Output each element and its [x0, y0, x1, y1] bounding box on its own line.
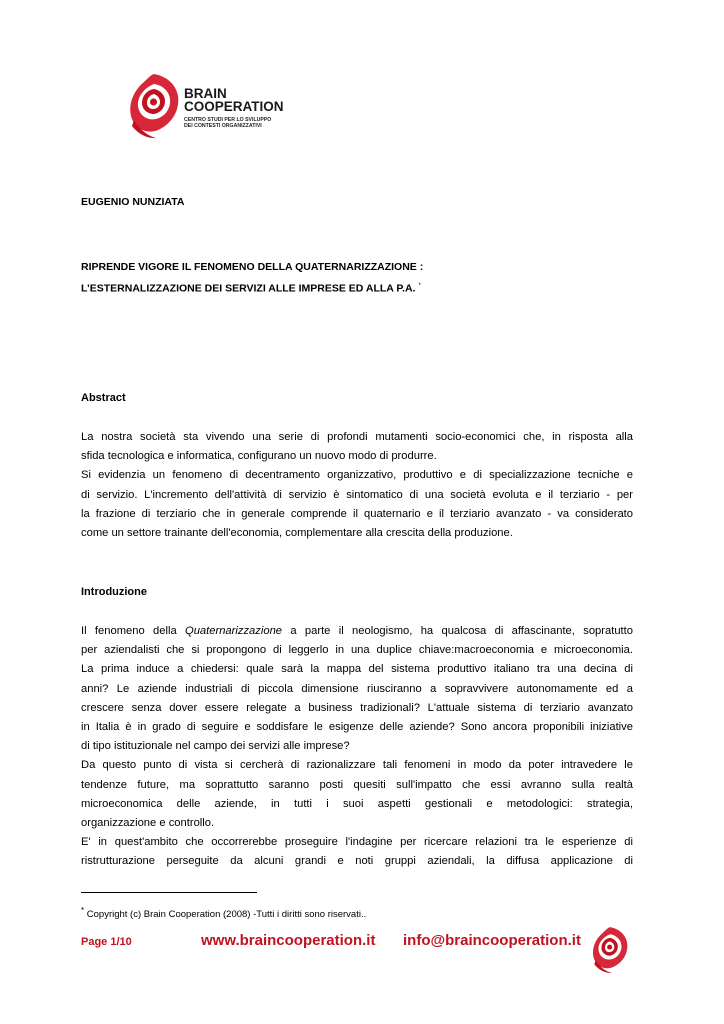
text-line: Da questo punto di vista si cercherà di razionalizzare tali fenomeni in modo da poter intravedere le: [81, 759, 633, 772]
text-line: la frazione di terziario che in generale comprende il quaternario e il terziario avanzato - va considerato: [81, 507, 633, 520]
text-line: di tipo istituzionale nel campo dei servizi alle imprese?: [81, 740, 350, 753]
text-line: sfida tecnologica e informatica, configurano un nuovo modo di produrre.: [81, 450, 437, 463]
text-line: microeconomica delle aziende, in tutti i suoi aspetti gestionali e metodologici: strategia,: [81, 797, 633, 810]
author-name: EUGENIO NUNZIATA: [81, 196, 185, 208]
text-line: per aziendalisti che si propongono di leggerlo in una duplice chiave:macroeconomia e microeconomia.: [81, 644, 633, 657]
text-line: in Italia è in grado di seguire e soddisfare le esigenze delle aziende? Sono ancora proponibili iniziative: [81, 720, 633, 733]
brand-logo: [126, 70, 286, 142]
text-line: come un settore trainante dell'economia, complementare alla crescita della produzione.: [81, 526, 513, 539]
footnote-text: Copyright (c) Brain Cooperation (2008) -Tutti i diritti sono riservati..: [84, 909, 367, 921]
red-rose-icon: [126, 70, 182, 142]
text-line: Il fenomeno della Quaternarizzazione a parte il neologismo, ha qualcosa di affascinante, sopratutto: [81, 625, 633, 637]
text-line: di servizio. L'incremento dell'attività di servizio è sintomatico di una società evoluta e il terziario - per: [81, 488, 633, 501]
logo-tagline: CENTRO STUDI PER LO SVILUPPO DEI CONTESTI ORGANIZZATIVI: [184, 117, 272, 129]
text-line: tendenze future, ma soprattutto saranno posti quesiti sull'impatto che essi avranno sulla realtà: [81, 778, 633, 791]
footnote: [81, 906, 366, 920]
logo-wordmark: BRAIN COOPERATION: [184, 86, 284, 114]
website-link[interactable]: www.braincooperation.it: [201, 932, 376, 949]
text-line: Si evidenzia un fenomeno di decentramento organizzativo, produttivo e di specializzazione tecniche e: [81, 469, 633, 482]
abstract-heading: Abstract: [81, 392, 126, 404]
text-line: ristrutturazione perseguite da alcuni grandi e noti gruppi aziendali, la diffusa applicazione di: [81, 855, 633, 868]
footnote-mark: *: [81, 906, 85, 915]
text-line: organizzazione e controllo.: [81, 816, 215, 829]
footnote-divider: [81, 892, 257, 893]
text-line: La nostra società sta vivendo una serie di profondi mutamenti socio-economici che, in risposta alla: [81, 431, 633, 443]
text-line: anni? Le aziende industriali di piccola dimensione riusciranno a sopravvivere autonomamente ed a: [81, 682, 633, 695]
text-line: E' in quest'ambito che occorrerebbe proseguire l'indagine per ricercare relazioni tra le esperienze di: [81, 836, 633, 849]
page-number: Page 1/10: [81, 936, 132, 948]
title-footnote-mark: *: [418, 283, 421, 289]
text-line: crescere senza dover essere relegate a business tradizionali? L'attuale sistema di terziario avanzato: [81, 701, 633, 714]
introduction-paragraph: [81, 622, 633, 871]
footer-rose-icon: [590, 924, 630, 976]
email-link[interactable]: info@braincooperation.it: [403, 932, 581, 949]
title-line-2: L’ESTERNALIZZAZIONE DEI SERVIZI ALLE IMPRESE ED ALLA P.A. *: [81, 282, 421, 295]
document-title: [81, 258, 423, 299]
emphasized-term: Quaternarizzazione: [185, 625, 283, 637]
title-line-1: RIPRENDE VIGORE IL FENOMENO DELLA QUATERNARIZZAZIONE :: [81, 261, 424, 273]
introduction-heading: Introduzione: [81, 586, 147, 598]
abstract-paragraph: [81, 428, 633, 543]
text-line: La prima induce a chiedersi: quale sarà la mappa del sistema produttivo italiano tra una decina di: [81, 663, 633, 676]
